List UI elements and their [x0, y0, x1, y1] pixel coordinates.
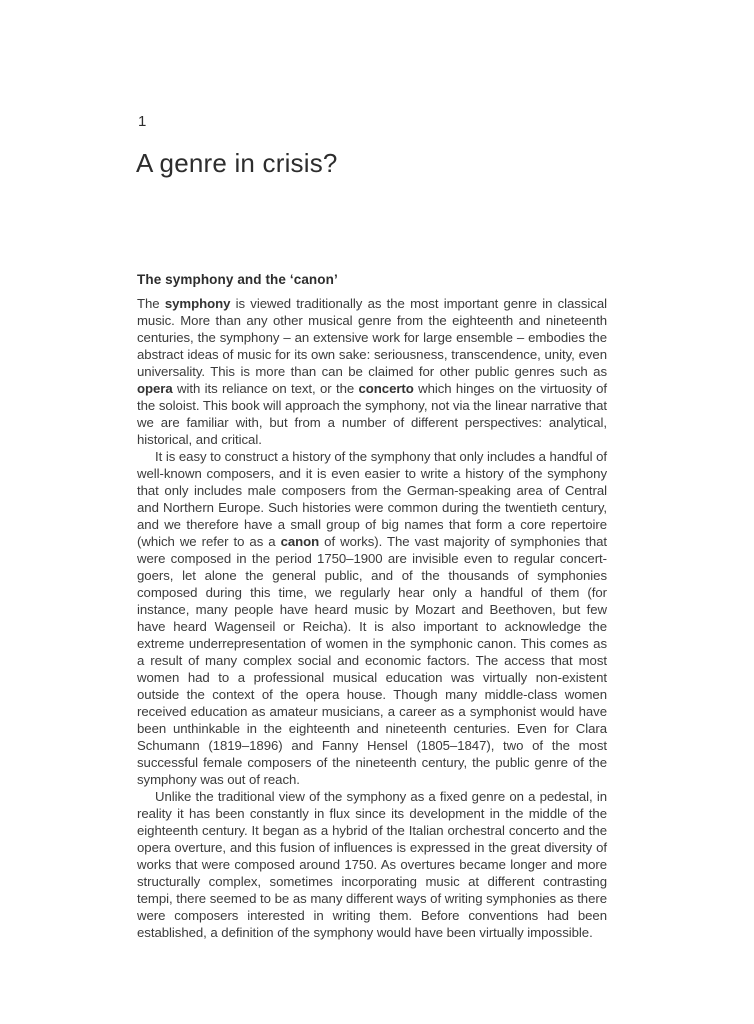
- bold-term: opera: [137, 381, 173, 396]
- text-run: It is easy to construct a history of the symphony that only includes a handful of well-known composers, and it is even easier to write a history of the symphony that only includes male composers from the German-speaking area of Central and Northern Europe. Such histories were common during the twentieth century, and we therefore have a small group of big names that form a core repertoire (which we refer to as a: [137, 449, 607, 549]
- text-run: Unlike the traditional view of the symphony as a fixed genre on a pedestal, in reality it has been constantly in flux since its development in the middle of the eighteenth century. It began as a hybrid of the Italian orchestral concerto and the opera overture, and this fusion of influences is expressed in the great diversity of works that were composed around 1750. As overtures became longer and more structurally complex, sometimes incorporating music at different contrasting tempi, there seemed to be as many different ways of writing symphonies as there were composers interested in writing them. Before conventions had been established, a definition of the symphony would have been virtually impossible.: [137, 789, 607, 940]
- text-run: is viewed traditionally as the most important genre in classical music. More than any other musical genre from the eighteenth and nineteenth centuries, the symphony – an extensive work for large ensemble – embodies the abstract ideas of music for its own sake: seriousness, transcendence, unity, even universality. This is more than can be claimed for other public genres such as: [137, 296, 607, 379]
- paragraph: [137, 448, 607, 788]
- bold-term: concerto: [358, 381, 414, 396]
- chapter-title: A genre in crisis?: [136, 148, 338, 178]
- bold-term: symphony: [164, 296, 231, 311]
- bold-term: canon: [280, 534, 320, 549]
- text-run: which hinges on the virtuosity of the soloist. This book will approach the symphony, not via the linear narrative that we are familiar with, but from a number of different perspectives: analytical, historical, and critical.: [137, 381, 608, 447]
- paragraph: [137, 295, 607, 448]
- paragraph: [137, 788, 607, 941]
- chapter-number: 1: [138, 113, 147, 130]
- text-run: The: [137, 296, 165, 311]
- text-run: with its reliance on text, or the: [172, 381, 359, 396]
- text-run: of works). The vast majority of symphonies that were composed in the period 1750–1900 are invisible even to regular concert-goers, let alone the general public, and of the thousands of symphonies composed during this time, we regularly hear only a handful of them (for instance, many people have heard music by Mozart and Beethoven, but few have heard Wagenseil or Reicha). It is also important to acknowledge the extreme underrepresentation of women in the symphonic canon. This comes as a result of many complex social and economic factors. The access that most women had to a professional musical education was virtually non-existent outside the context of the opera house. Though many middle-class women received education as amateur musicians, a career as a symphonist would have been unthinkable in the eighteenth and nineteenth centuries. Even for Clara Schumann (1819–1896) and Fanny Hensel (1805–1847), two of the most successful female composers of the nineteenth century, the public genre of the symphony was out of reach.: [137, 534, 607, 787]
- section-heading: The symphony and the ‘canon’: [137, 272, 338, 287]
- body-text: [137, 295, 607, 941]
